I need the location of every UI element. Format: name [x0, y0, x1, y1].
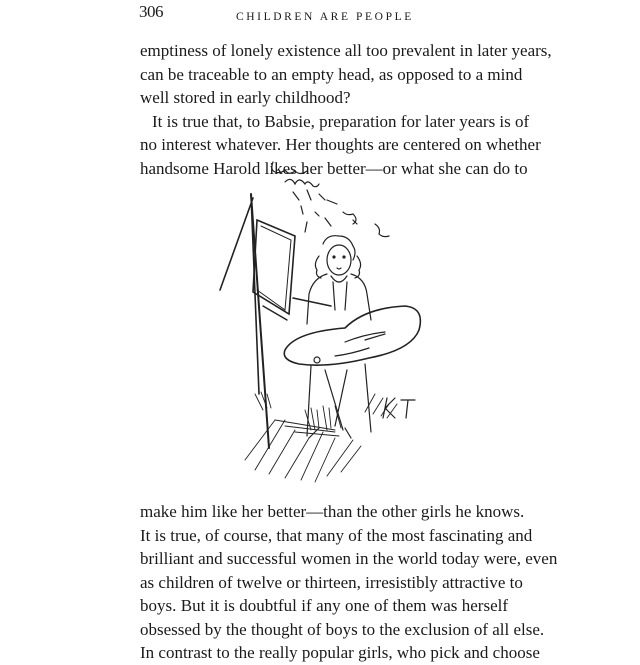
- text-line: It is true that, to Babsie, preparation for later years is of: [152, 111, 530, 131]
- text-line: handsome Harold likes her better—or what she can do to: [140, 158, 528, 178]
- text-block-top: [140, 39, 552, 180]
- text-line: It is true, of course, that many of the most fascinating and: [140, 525, 533, 545]
- text-line: as children of twelve or thirteen, irresistibly attractive to: [140, 572, 523, 592]
- text-line: In contrast to the really popular girls, who pick and choose: [140, 643, 540, 662]
- text-line: no interest whatever. Her thoughts are centered on whether: [140, 135, 541, 154]
- page-number: 306: [139, 2, 163, 21]
- running-head: CHILDREN ARE PEOPLE: [236, 11, 414, 23]
- text-line: boys. But it is doubtful if any one of them was herself: [140, 596, 508, 615]
- text-line: emptiness of lonely existence all too prevalent in later years,: [140, 41, 552, 60]
- text-line: obsessed by the thought of boys to the exclusion of all else.: [140, 619, 545, 639]
- painting-girl-drawing-icon: [215, 160, 465, 485]
- text-line: make him like her better—than the other girls he knows.: [140, 502, 525, 521]
- illustration-girl-painting: [215, 160, 465, 485]
- text-line: brilliant and successful women in the world today were, even: [140, 549, 558, 568]
- text-line: can be traceable to an empty head, as opposed to a mind: [140, 64, 523, 84]
- text-line: well stored in early childhood?: [140, 88, 351, 107]
